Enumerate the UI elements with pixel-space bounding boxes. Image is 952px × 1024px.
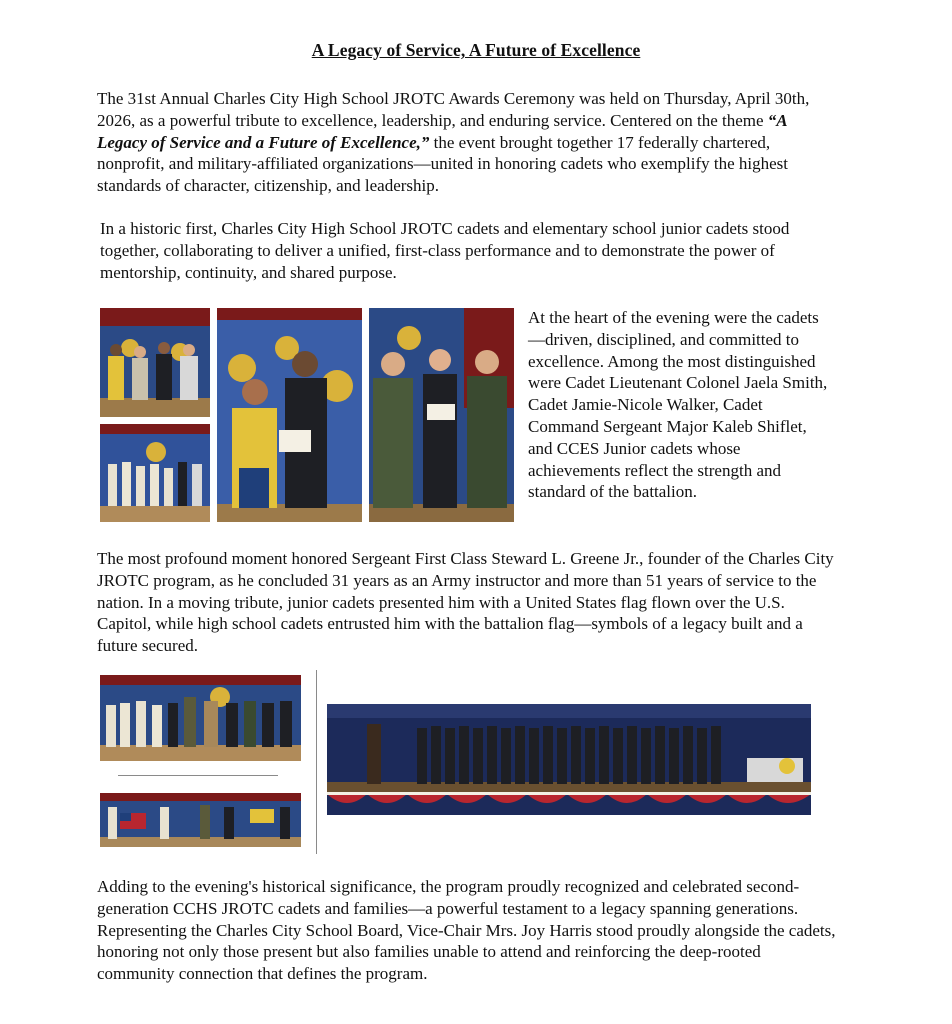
vertical-divider (316, 670, 317, 854)
photo-award-group (100, 308, 210, 417)
historic-first-paragraph: In a historic first, Charles City High School JROTC cadets and elementary school junior cadets stood together, collaborating to deliver a unified, first-class performance and to demonstrate the power of mentorship, continuity, and shared purpose. (100, 219, 790, 282)
photo-instructors-cadet (369, 308, 514, 522)
intro-paragraph (97, 88, 837, 197)
founder-tribute-paragraph: The most profound moment honored Sergeant First Class Steward L. Greene Jr., founder of the Charles City JROTC program, as he concluded 31 years as an Army instructor and more than 51 years of service to the nation. In a moving tribute, junior cadets presented him with a United States flag flown over the U.S. Capitol, while high school cadets entrusted him with the battalion flag—symbols of a legacy built and a future secured. (97, 549, 834, 656)
intro-text-continued: the event brought together 17 federally chartered, nonprofit, and military-affiliated organizations—united in honoring cadets who exemplify the highest standards of character, citizenship, and leadership. (97, 132, 789, 196)
photo-flag-presentation (100, 793, 301, 847)
photo-junior-cadets-stage (100, 424, 210, 522)
second-generation-paragraph: Adding to the evening's historical significance, the program proudly recognized and celebrated second-generation CCHS JROTC cadets and families—a powerful testament to a legacy spanning generations. Representing the Charles City School Board, Vice-Chair Mrs. Joy Harris stood proudly alongside the cadets, honoring not only those present but also families unable to attend and reinforcing the deep-rooted community connection that defines the program. (97, 877, 836, 984)
photo-battalion-stage (327, 704, 811, 815)
photo-cadet-certificate (217, 308, 362, 522)
intro-text: The 31st Annual Charles City High School JROTC Awards Ceremony was held on Thursday, April 30th, 2026, as a powerful tribute to excellence, leadership, and enduring service. Centered on the theme (97, 89, 810, 130)
photo-cadets-tan-uniforms (100, 675, 301, 761)
horizontal-divider (118, 775, 278, 776)
document-title: A Legacy of Service, A Future of Excellence (311, 40, 641, 60)
ceremony-theme: “A Legacy of Service and a Future of Excellence,” (97, 110, 787, 152)
distinguished-cadets-paragraph: At the heart of the evening were the cadets—driven, disciplined, and committed to excellence. Among the most distinguished were Cadet Lieutenant Colonel Jaela Smith, Cadet Jamie-Nicole Walker, Cadet Command Sergeant Major Kaleb Shiflet, and CCES Junior cadets whose achievements reflect the strength and standard of the battalion. (528, 308, 828, 502)
